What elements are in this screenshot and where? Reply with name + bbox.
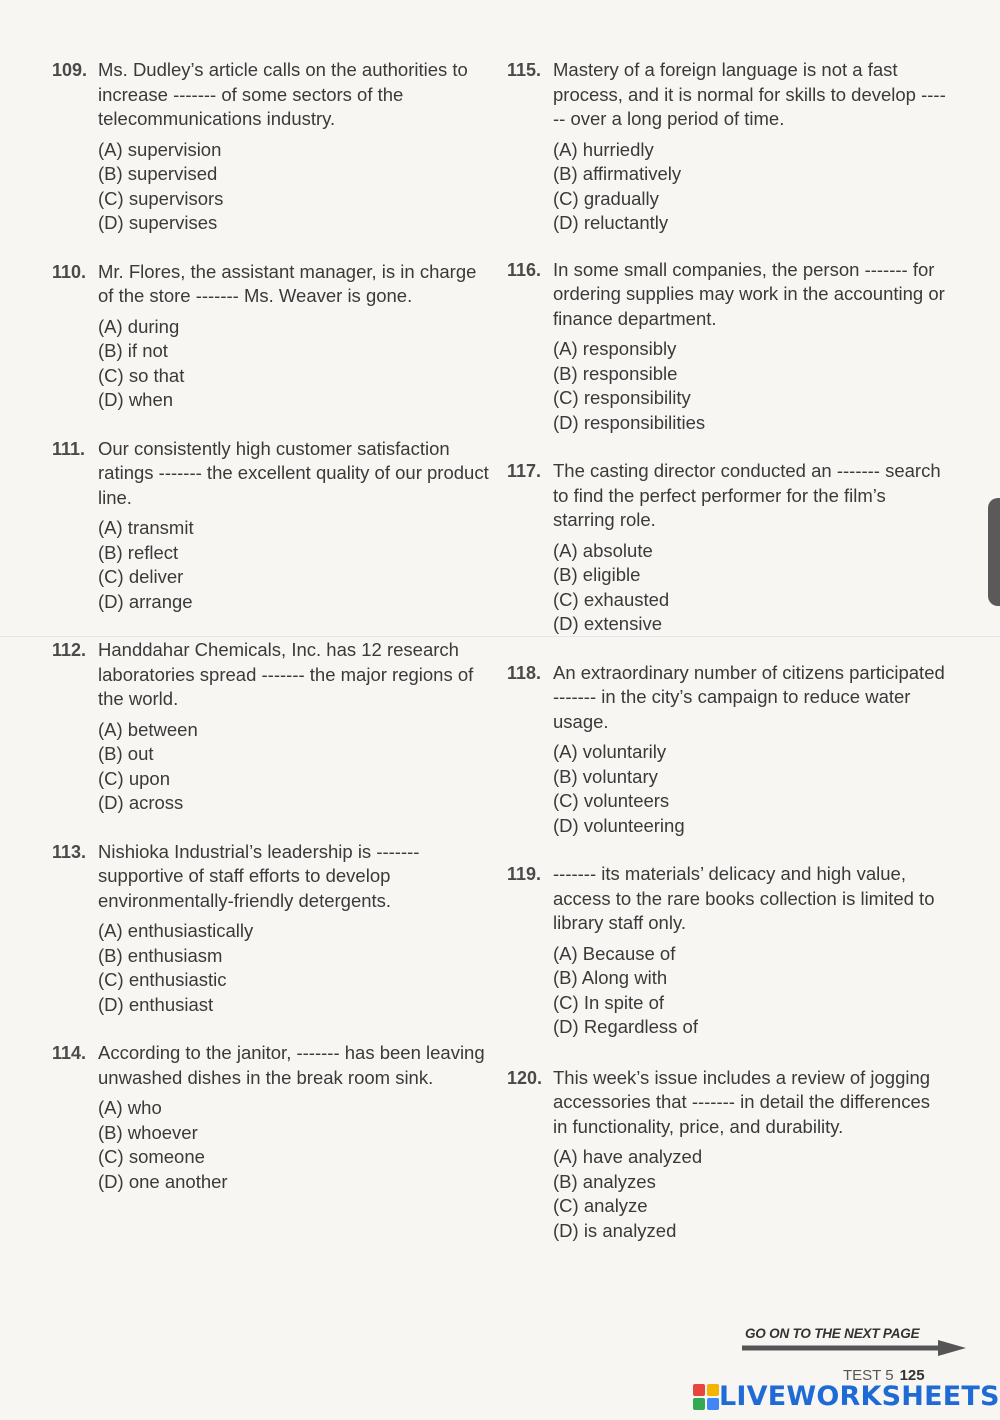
- question-117: [507, 459, 947, 637]
- answer-option: (B) affirmatively: [553, 163, 682, 184]
- answer-option: (C) In spite of: [553, 991, 665, 1013]
- answer-option: (A) responsibly: [553, 338, 677, 359]
- arrow-right-icon: [742, 1340, 968, 1356]
- answer-option: (C) so that: [98, 364, 185, 386]
- question-number: 114.: [52, 1043, 87, 1063]
- answer-option: (C) someone: [98, 1146, 205, 1167]
- answer-option: (D) is analyzed: [553, 1219, 677, 1241]
- question-109: [52, 58, 492, 236]
- answer-option: (B) if not: [98, 340, 168, 361]
- question-120: [507, 1066, 947, 1244]
- question-text: In some small companies, the person ------- for ordering supplies may work in the accounting or finance department.: [553, 258, 945, 329]
- question-text: ------- its materials’ delicacy and high value, access to the rare books collection is limited to library staff only.: [553, 863, 935, 933]
- answer-option: (D) enthusiast: [98, 993, 214, 1015]
- question-text: Mr. Flores, the assistant manager, is in charge of the store ------- Ms. Weaver is gone.: [98, 260, 477, 306]
- answer-option: (A) during: [98, 315, 180, 337]
- question-text: Handdahar Chemicals, Inc. has 12 research laboratories spread ------- the major regions of the world.: [98, 639, 474, 709]
- answer-option: (D) Regardless of: [553, 1016, 698, 1037]
- question-113: [52, 840, 492, 1018]
- answer-option: (A) hurriedly: [553, 138, 654, 160]
- question-116: [507, 258, 947, 436]
- answer-option: (B) enthusiasm: [98, 944, 223, 966]
- answer-option: (C) analyze: [553, 1195, 648, 1216]
- question-number: 117.: [507, 461, 542, 481]
- question-118: [507, 661, 947, 839]
- answer-option: (B) Along with: [553, 967, 668, 988]
- question-number: 120.: [507, 1067, 543, 1088]
- question-112: [52, 638, 492, 816]
- answer-option: (A) Because of: [553, 942, 676, 964]
- answer-option: (C) responsibility: [553, 387, 691, 408]
- question-text: This week’s issue includes a review of jogging accessories that ------- in detail the differences in functionality, price, and durability.: [553, 1066, 931, 1137]
- answer-option: (D) when: [98, 389, 174, 410]
- answer-option: (B) out: [98, 743, 154, 764]
- question-text: An extraordinary number of citizens participated ------- in the city’s campaign to reduce water usage.: [553, 661, 945, 732]
- answer-option: (B) eligible: [553, 564, 641, 585]
- question-number: 119.: [507, 864, 542, 884]
- question-text: Our consistently high customer satisfaction ratings ------- the excellent quality of our product line.: [98, 437, 489, 508]
- answer-option: (C) exhausted: [553, 588, 670, 610]
- question-111: [52, 437, 492, 615]
- answer-option: (C) volunteers: [553, 790, 670, 811]
- answer-option: (D) arrange: [98, 590, 193, 612]
- test-label: TEST 5: [843, 1367, 894, 1384]
- answer-option: (B) supervised: [98, 163, 218, 184]
- answer-option: (D) extensive: [553, 613, 662, 634]
- question-number: 112.: [52, 640, 87, 660]
- go-on-label: GO ON TO THE NEXT PAGE: [745, 1326, 920, 1341]
- question-number: 110.: [52, 261, 87, 282]
- answer-option: (A) between: [98, 718, 198, 740]
- answer-option: (C) gradually: [553, 187, 659, 209]
- answer-option: (D) responsibilities: [553, 411, 706, 433]
- section-tab: [988, 498, 1000, 606]
- watermark: [693, 1381, 1000, 1412]
- right-column: [507, 58, 947, 1243]
- answer-option: (C) upon: [98, 767, 170, 789]
- question-text: The casting director conducted an ------- search to find the perfect performer for the film’s starring role.: [553, 460, 941, 530]
- question-number: 118.: [507, 662, 542, 683]
- answer-option: (A) enthusiastically: [98, 920, 254, 941]
- answer-option: (C) deliver: [98, 566, 184, 587]
- answer-option: (D) volunteering: [553, 814, 685, 836]
- question-115: [507, 58, 947, 236]
- question-110: [52, 260, 492, 413]
- answer-option: (B) responsible: [553, 362, 678, 384]
- answer-option: (D) supervises: [98, 212, 218, 233]
- answer-option: (C) enthusiastic: [98, 969, 227, 990]
- question-number: 111.: [52, 438, 86, 459]
- question-114: [52, 1041, 492, 1194]
- answer-option: (B) whoever: [98, 1121, 198, 1143]
- answer-option: (A) transmit: [98, 517, 194, 538]
- left-column: [52, 58, 492, 1194]
- page-number: 125: [899, 1367, 925, 1384]
- question-number: 113.: [52, 841, 87, 862]
- answer-option: (B) reflect: [98, 541, 179, 563]
- question-text: Mastery of a foreign language is not a fast process, and it is normal for skills to develop ------ over a long period of time.: [553, 59, 946, 129]
- question-119: [507, 862, 947, 1040]
- question-text: According to the janitor, ------- has been leaving unwashed dishes in the break room sink.: [98, 1042, 485, 1088]
- liveworksheets-logo-icon: [693, 1384, 719, 1410]
- answer-option: (C) supervisors: [98, 187, 224, 209]
- watermark-text: LIVEWORKSHEETS: [719, 1381, 1000, 1412]
- answer-option: (A) voluntarily: [553, 741, 667, 762]
- question-number: 109.: [52, 60, 88, 80]
- answer-option: (A) who: [98, 1097, 162, 1118]
- answer-option: (A) have analyzed: [553, 1146, 703, 1167]
- question-text: Ms. Dudley’s article calls on the authorities to increase ------- of some sectors of the telecommunications industry.: [98, 59, 468, 129]
- answer-option: (B) analyzes: [553, 1170, 656, 1192]
- answer-option: (A) absolute: [553, 539, 653, 561]
- question-number: 115.: [507, 60, 542, 80]
- answer-option: (D) across: [98, 792, 184, 813]
- question-text: Nishioka Industrial’s leadership is ------- supportive of staff efforts to develop environmentally-friendly detergents.: [98, 840, 420, 911]
- answer-option: (B) voluntary: [553, 765, 658, 787]
- question-number: 116.: [507, 259, 542, 280]
- answer-option: (A) supervision: [98, 138, 222, 160]
- answer-option: (D) reluctantly: [553, 212, 669, 233]
- answer-option: (D) one another: [98, 1170, 228, 1192]
